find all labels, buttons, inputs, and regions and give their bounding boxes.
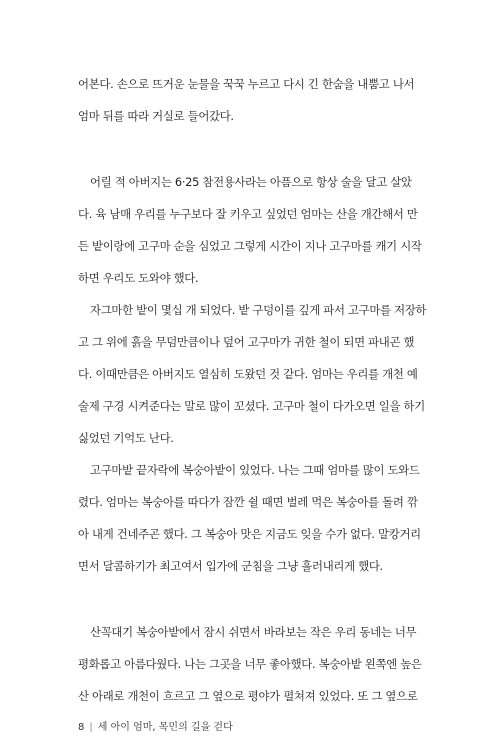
page-number: 8 bbox=[78, 722, 85, 733]
text-line: 평화롭고 아름다웠다. 나는 그곳을 너무 좋아했다. 복숭아밭 왼쪽엔 높은 bbox=[78, 657, 422, 671]
text-line: 어릴 적 아버지는 6·25 참전용사라는 아픔으로 항상 술을 달고 살았 bbox=[90, 175, 412, 189]
page-footer bbox=[78, 718, 233, 733]
text-line: 렸다. 엄마는 복숭아를 따다가 잠깐 쉴 때면 벌레 먹은 복숭아를 돌려 깎 bbox=[78, 495, 418, 509]
text-line: 다. 이때만큼은 아버지도 열심히 도왔던 것 같다. 엄마는 우리를 개천 예 bbox=[78, 367, 418, 381]
text-line: 자그마한 밭이 몇십 개 되었다. 밭 구덩이를 깊게 파서 고구마를 저장하 bbox=[90, 303, 427, 317]
text-line: 산 아래로 개천이 흐르고 그 옆으로 평야가 펼쳐져 있었다. 또 그 옆으로 bbox=[78, 689, 418, 703]
text-line: 술제 구경 시켜준다는 말로 많이 꼬셨다. 고구마 철이 다가오면 일을 하기 bbox=[78, 399, 425, 413]
text-line: 어본다. 손으로 뜨거운 눈물을 꾹꾹 누르고 다시 긴 한숨을 내뿜고 나서 bbox=[78, 77, 415, 91]
text-line: 든 밭이랑에 고구마 순을 심었고 그렇게 시간이 지나 고구마를 캐기 시작 bbox=[78, 239, 422, 253]
text-line: 고구마밭 끝자락에 복숭아밭이 있었다. 나는 그때 엄마를 많이 도와드 bbox=[90, 463, 420, 477]
text-line: 면서 달콤하기가 최고여서 입가에 군침을 그냥 흘러내리게 했다. bbox=[78, 559, 383, 573]
text-line: 산꼭대기 복숭아밭에서 잠시 쉬면서 바라보는 작은 우리 동네는 너무 bbox=[90, 625, 417, 639]
text-line: 고 그 위에 흙을 무덤만큼이나 덮어 고구마가 귀한 철이 되면 파내곤 했 bbox=[78, 335, 415, 349]
text-line: 싫었던 기억도 난다. bbox=[78, 431, 174, 445]
book-title: 세 아이 엄마, 목민의 길을 걷다 bbox=[97, 722, 233, 733]
footer-separator: | bbox=[89, 722, 93, 733]
text-line: 엄마 뒤를 따라 거실로 들어갔다. bbox=[78, 109, 234, 123]
text-line: 다. 육 남매 우리를 누구보다 잘 키우고 싶었던 엄마는 산을 개간해서 만 bbox=[78, 207, 418, 221]
text-line: 아 내게 건네주곤 했다. 그 복숭아 맛은 지금도 잊을 수가 없다. 말캉거리 bbox=[78, 527, 421, 541]
text-line: 하면 우리도 도와야 했다. bbox=[78, 271, 199, 285]
